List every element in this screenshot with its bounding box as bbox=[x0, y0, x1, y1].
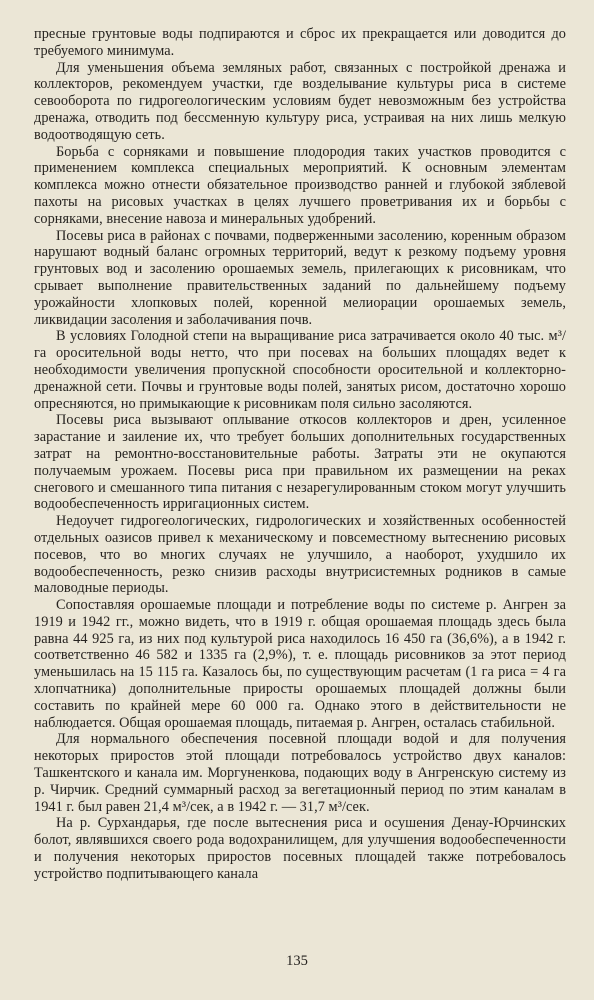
paragraph: Посевы риса в районах с почвами, подверженными засолению, коренным образом нарушают водный баланс огромных территорий, ведут к резкому подъему уровня грунтовых вод и засолению орошаемых земель, прилегающих к рисовникам, что срывает выполнение правительственных заданий по дальнейшему подъему урожайности хлопковых полей, коренной мелиорации орошаемых земель, ликвидации засоления и заболачивания почв. bbox=[34, 227, 566, 328]
paragraph: Посевы риса вызывают оплывание откосов коллекторов и дрен, усиленное зарастание и заиление их, что требует больших дополнительных государственных затрат на ремонтно-восстановительные работы. Затраты эти не окупаются получаемым урожаем. Посевы риса при правильном их размещении на реках снегового и смешанного типа питания с незарегулированным стоком могут улучшить водообеспеченность ирригационных систем. bbox=[34, 412, 566, 513]
paragraph: Борьба с сорняками и повышение плодородия таких участков проводится с применением комплекса специальных мероприятий. К основным элементам комплекса можно отнести обязательное производство ранней и глубокой зяблевой пахоты на рисовых участках в целях лучшего проветривания их и борьбы с сорняками, внесение навоза и минеральных удобрений. bbox=[34, 143, 566, 227]
paragraph: Недоучет гидрогеологических, гидрологических и хозяйственных особенностей отдельных оазисов привел к механическому и повсеместному вытеснению рисовых посевов, что во многих случаях не улучшило, а наоборот, ухудшило их водообеспеченность, резко снизив расходы внутрисистемных родников в самые маловодные периоды. bbox=[34, 513, 566, 597]
paragraph: В условиях Голодной степи на выращивание риса затрачивается около 40 тыс. м³/га оросительной воды нетто, что при посевах на больших площадях ведет к необходимости увеличения пропускной способности оросительной и коллекторно-дренажной сети. Почвы и грунтовые воды полей, занятых рисом, достаточно хорошо опресняются, но примыкающие к рисовникам поля сильно засоляются. bbox=[34, 328, 566, 412]
paragraph: пресные грунтовые воды подпираются и сброс их прекращается или доводится до требуемого минимума. bbox=[34, 26, 566, 59]
paragraph: На р. Сурхандарья, где после вытеснения риса и осушения Денау-Юрчинских болот, являвшихся своего рода водохранилищем, для улучшения водообеспеченности и получения некоторых приростов посевных площадей также потребовалось устройство подпитывающего канала bbox=[34, 815, 566, 882]
page-number: 135 bbox=[286, 953, 308, 969]
paragraph: Для уменьшения объема земляных работ, связанных с постройкой дренажа и коллекторов, рекомендуем участки, где возделывание культуры риса в системе севооборота по гидрогеологическим условиям будет невозможным без устройства дренажа, отводить под бессменную культуру риса, устраивая на них лишь мелкую водоотводящую сеть. bbox=[34, 59, 566, 143]
paragraph: Сопоставляя орошаемые площади и потребление воды по системе р. Ангрен за 1919 и 1942 гг., можно видеть, что в 1919 г. общая орошаемая площадь здесь была равна 44 925 га, из них под культурой риса находилось 16 450 га (36,6%), а в 1942 г. соответственно 46 582 и 1335 га (2,9%), т. е. площадь рисовников за этот период уменьшилась на 15 115 га. Казалось бы, по существующим расчетам (1 га риса = 4 га хлопчатника) дополнительные приросты орошаемых площадей должны были составить по крайней мере 60 000 га. Однако этого в действительности не наблюдается. Общая орошаемая площадь, питаемая р. Ангрен, осталась стабильной. bbox=[34, 597, 566, 731]
paragraph: Для нормального обеспечения посевной площади водой и для получения некоторых приростов этой площади потребовалось устройство двух каналов: Ташкентского и канала им. Моргуненкова, подающих воду в Ангренскую систему из р. Чирчик. Средний суммарный расход за вегетационный период по этим каналам в 1941 г. был равен 21,4 м³/сек, а в 1942 г. — 31,7 м³/сек. bbox=[34, 731, 566, 815]
